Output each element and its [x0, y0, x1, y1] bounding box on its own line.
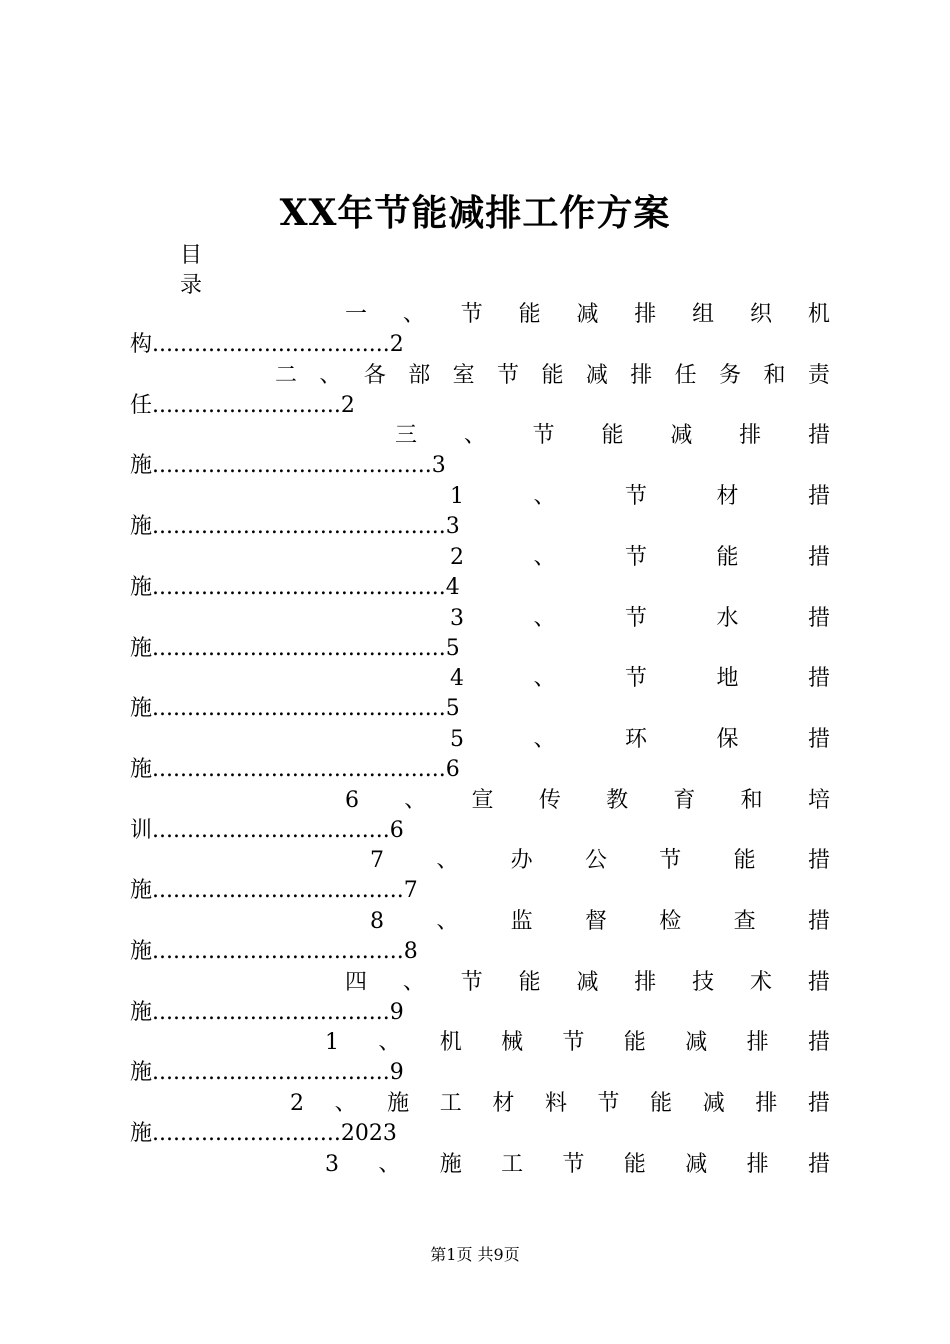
toc-entry-leader — [130, 816, 830, 846]
toc-char: 、 — [378, 1151, 401, 1177]
toc-page-number: 9 — [389, 1060, 404, 1086]
toc-entry-leader — [130, 755, 830, 785]
toc-char: 、 — [319, 362, 342, 388]
toc-char: 、 — [436, 848, 459, 874]
toc-entry-leader — [130, 876, 830, 906]
toc-page-number: 7 — [403, 878, 418, 904]
toc-dot-leader: .................................. — [152, 999, 390, 1025]
toc-dot-leader: .................................. — [152, 1060, 390, 1086]
toc-char: 5 — [450, 726, 464, 752]
toc-char: 、 — [533, 666, 556, 692]
toc-dot-leader: .................................... — [152, 878, 404, 904]
page-footer: 第1页 共9页 — [430, 1245, 520, 1264]
toc-dot-leader: .......................................... — [152, 696, 446, 722]
toc-char: 7 — [370, 848, 384, 874]
toc-page-number: 6 — [389, 817, 404, 843]
toc-char: 办 — [510, 848, 533, 874]
toc-entry-heading — [130, 907, 830, 937]
toc-char: 4 — [450, 666, 464, 692]
toc-char: 节 — [597, 1091, 620, 1117]
toc-entry-leader — [130, 391, 830, 421]
toc-char: 各 — [363, 362, 386, 388]
toc-char: 四 — [345, 969, 368, 995]
toc-char: 查 — [733, 909, 756, 934]
toc-char: 机 — [807, 302, 830, 327]
toc-char: 措 — [807, 484, 830, 510]
toc-tail-char: 施 — [130, 939, 153, 964]
toc-char: 水 — [716, 605, 739, 631]
toc-tail-char: 构 — [130, 332, 153, 357]
toc-char: 措 — [807, 848, 830, 874]
toc-char: 监 — [510, 909, 533, 934]
toc-char: 、 — [378, 1030, 401, 1056]
toc-char: 2 — [290, 1091, 304, 1117]
toc-tail-char: 施 — [130, 1060, 153, 1086]
toc-char: 能 — [650, 1091, 673, 1117]
toc-tail-char: 施 — [130, 878, 153, 904]
toc-char: 减 — [670, 423, 693, 449]
toc-char: 减 — [702, 1091, 725, 1117]
toc-char: 排 — [630, 362, 653, 388]
toc-tail-char: 任 — [130, 392, 153, 418]
toc-entry-leader — [130, 451, 830, 481]
toc-tail-char: 施 — [130, 756, 153, 782]
toc-char: 减 — [576, 302, 599, 327]
toc-char: 措 — [807, 909, 830, 934]
toc-entry-heading — [130, 786, 830, 816]
toc-char: 、 — [402, 969, 425, 995]
toc-page-number: 3 — [431, 453, 446, 479]
toc-char: 节 — [460, 302, 483, 327]
toc-char: 、 — [402, 302, 425, 327]
toc-char: 措 — [807, 1151, 830, 1177]
toc-entry-heading — [130, 725, 830, 755]
toc-dot-leader: ........................... — [152, 1121, 341, 1147]
toc-char: 机 — [439, 1030, 462, 1056]
toc-tail-char: 施 — [130, 999, 153, 1025]
toc-char: 3 — [450, 605, 464, 631]
toc-char: 能 — [541, 362, 564, 388]
toc-char: 育 — [673, 787, 696, 813]
toc-char: 措 — [807, 726, 830, 752]
toc-page-number: 6 — [445, 756, 460, 782]
toc-char: 工 — [501, 1151, 524, 1177]
toc-char: 减 — [585, 362, 608, 388]
toc-dot-leader: .................................... — [152, 939, 404, 964]
toc-char: 减 — [685, 1030, 708, 1056]
toc-entry-leader — [130, 330, 830, 360]
toc-page-number: 4 — [445, 574, 460, 600]
toc-char: 和 — [763, 362, 786, 388]
toc-char: 技 — [692, 969, 715, 995]
toc-char: 任 — [674, 362, 697, 388]
toc-char: 8 — [370, 909, 384, 934]
toc-dot-leader: .......................................... — [152, 514, 446, 540]
toc-char: 、 — [334, 1091, 357, 1117]
toc-char: 宣 — [471, 787, 494, 813]
toc-tail-char: 施 — [130, 635, 153, 661]
toc-char: 节 — [624, 605, 647, 631]
toc-char: 务 — [719, 362, 742, 388]
toc-char: 措 — [807, 605, 830, 631]
toc-char: 材 — [492, 1091, 515, 1117]
toc-heading-2: 录 — [180, 273, 203, 298]
toc-entry-heading — [130, 664, 830, 694]
toc-page-number: 9 — [389, 999, 404, 1025]
toc-dot-leader: ........................... — [152, 392, 341, 418]
toc-page-number: 3 — [445, 514, 460, 540]
toc-tail-char: 施 — [130, 514, 153, 540]
toc-char: 能 — [623, 1030, 646, 1056]
toc-char: 、 — [436, 909, 459, 934]
toc-char: 一 — [345, 302, 368, 327]
toc-char: 排 — [739, 423, 762, 449]
toc-char: 3 — [325, 1151, 339, 1177]
toc-entry-heading — [130, 846, 830, 876]
toc-char: 排 — [634, 302, 657, 327]
toc-char: 、 — [463, 423, 486, 449]
toc-char: 公 — [584, 848, 607, 874]
toc-char: 培 — [807, 787, 830, 813]
toc-dot-leader: .......................................... — [152, 635, 446, 661]
toc-entry-heading — [130, 968, 830, 998]
toc-entry-heading — [130, 1089, 830, 1119]
toc-char: 检 — [659, 909, 682, 934]
toc-char: 、 — [533, 484, 556, 510]
toc-char: 教 — [606, 787, 629, 813]
toc-char: 地 — [716, 666, 739, 692]
toc-entry-leader — [130, 1058, 830, 1088]
toc-char: 织 — [750, 302, 773, 327]
toc-page-number: 5 — [445, 635, 460, 661]
toc-char: 传 — [538, 787, 561, 813]
toc-char: 减 — [685, 1151, 708, 1177]
toc-page-number: 8 — [403, 939, 418, 964]
toc-char: 、 — [404, 787, 427, 813]
toc-char: 、 — [533, 605, 556, 631]
toc-char: 措 — [807, 666, 830, 692]
toc-char: 节 — [624, 484, 647, 510]
toc-char: 排 — [746, 1030, 769, 1056]
toc-entry-heading — [130, 1028, 830, 1058]
toc-char: 2 — [450, 544, 464, 570]
toc-page-number: 2 — [340, 392, 355, 418]
toc-char: 排 — [634, 969, 657, 995]
toc-char: 施 — [439, 1151, 462, 1177]
toc-tail-char: 施 — [130, 696, 153, 722]
toc-entry-leader — [130, 998, 830, 1028]
toc-char: 措 — [807, 544, 830, 570]
toc-char: 节 — [624, 544, 647, 570]
toc-char: 能 — [716, 544, 739, 570]
toc-char: 节 — [659, 848, 682, 874]
toc-char: 、 — [533, 544, 556, 570]
document-title: XX年节能减排工作方案 — [279, 192, 671, 234]
toc-char: 节 — [497, 362, 520, 388]
toc-char: 措 — [807, 1030, 830, 1056]
toc-char: 室 — [452, 362, 475, 388]
toc-char: 材 — [716, 484, 739, 510]
toc-char: 工 — [439, 1091, 462, 1117]
toc-tail-char: 施 — [130, 1121, 153, 1147]
toc-entry-heading — [130, 421, 830, 451]
toc-char: 排 — [755, 1091, 778, 1117]
toc-entry-leader — [130, 573, 830, 603]
toc-dot-leader: .......................................... — [152, 574, 446, 600]
toc-page-number: 2 — [389, 332, 404, 357]
toc-entry-heading — [130, 482, 830, 512]
toc-char: 节 — [562, 1151, 585, 1177]
toc-entry-leader — [130, 1119, 830, 1149]
toc-page-number: 5 — [445, 696, 460, 722]
toc-char: 责 — [807, 362, 830, 388]
toc-char: 6 — [345, 787, 359, 813]
toc-entry-heading — [130, 361, 830, 391]
toc-char: 术 — [750, 969, 773, 995]
toc-char: 节 — [532, 423, 555, 449]
toc-char: 部 — [408, 362, 431, 388]
toc-char: 二 — [275, 362, 298, 388]
toc-dot-leader: .................................. — [152, 332, 390, 357]
toc-char: 1 — [450, 484, 464, 510]
toc-entry-leader — [130, 634, 830, 664]
toc-entry-heading — [130, 604, 830, 634]
toc-char: 节 — [624, 666, 647, 692]
toc-char: 节 — [460, 969, 483, 995]
toc-tail-char: 施 — [130, 453, 153, 479]
toc-char: 环 — [624, 726, 647, 752]
toc-dot-leader: ........................................ — [152, 453, 432, 479]
toc-char: 能 — [518, 969, 541, 995]
toc-char: 保 — [716, 726, 739, 752]
toc-char: 能 — [623, 1151, 646, 1177]
toc-char: 减 — [576, 969, 599, 995]
toc-char: 料 — [544, 1091, 567, 1117]
toc-char: 、 — [533, 726, 556, 752]
toc-entry-leader — [130, 512, 830, 542]
toc-char: 1 — [325, 1030, 339, 1056]
toc-entry-heading — [130, 543, 830, 573]
toc-page-number: 2023 — [340, 1121, 397, 1147]
toc-entry-heading — [130, 300, 830, 330]
toc-char: 械 — [501, 1030, 524, 1056]
toc-char: 能 — [601, 423, 624, 449]
toc-char: 三 — [395, 423, 418, 449]
toc-char: 能 — [733, 848, 756, 874]
toc-entry-heading — [130, 1150, 830, 1180]
toc-char: 措 — [807, 1091, 830, 1117]
toc-char: 措 — [807, 423, 830, 449]
toc-char: 和 — [740, 787, 763, 813]
toc-char: 能 — [518, 302, 541, 327]
toc-dot-leader: .................................. — [152, 817, 390, 843]
toc-char: 措 — [807, 969, 830, 995]
toc-entry-leader — [130, 694, 830, 724]
toc-char: 节 — [562, 1030, 585, 1056]
toc-tail-char: 训 — [130, 817, 153, 843]
toc-char: 督 — [584, 909, 607, 934]
toc-char: 施 — [387, 1091, 410, 1117]
toc-dot-leader: .......................................... — [152, 756, 446, 782]
toc-char: 排 — [746, 1151, 769, 1177]
toc-tail-char: 施 — [130, 574, 153, 600]
toc-heading-1: 目 — [180, 243, 203, 268]
toc-entry-leader — [130, 937, 830, 967]
toc-char: 组 — [692, 302, 715, 327]
